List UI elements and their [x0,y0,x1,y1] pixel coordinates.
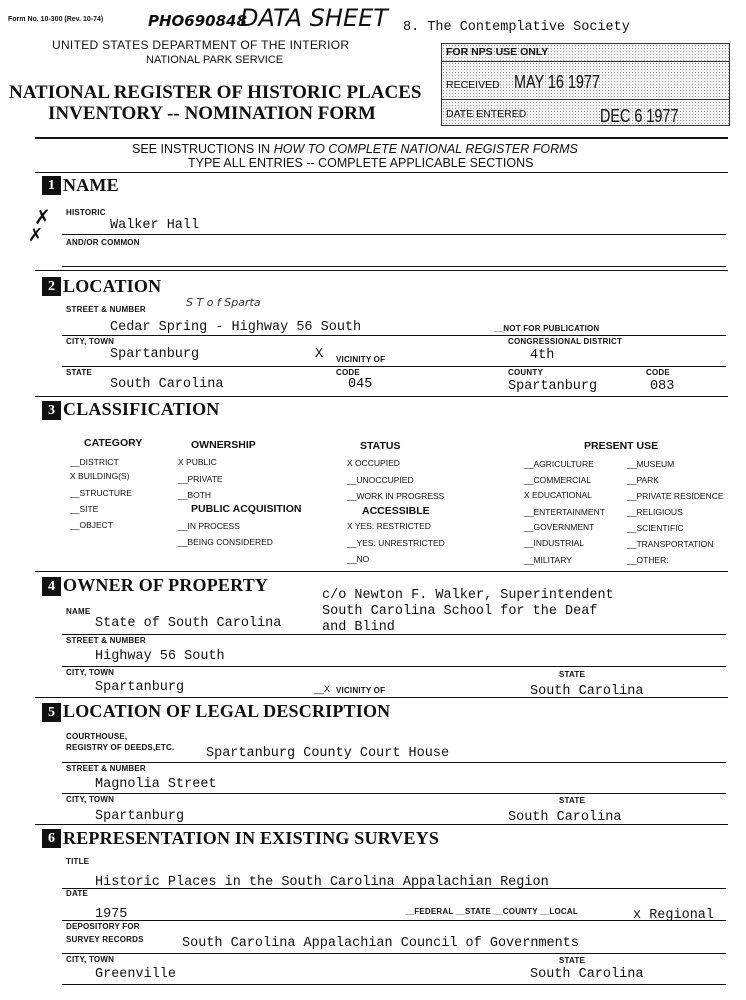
field-line [62,634,726,635]
survey-title-label: TITLE [66,857,90,866]
owner-state-label: STATE [559,670,586,679]
common-name-label: AND/OR COMMON [66,238,140,247]
owner-city: Spartanburg [95,680,185,695]
owner-state: South Carolina [530,684,644,699]
use-option: __SCIENTIFIC [627,523,684,533]
section-rule [35,571,728,572]
owner-vicinity-mark: __X [314,684,331,694]
use-option: __AGRICULTURE [524,459,594,469]
historic-label: HISTORIC [66,208,106,217]
section-5-title: LOCATION OF LEGAL DESCRIPTION [63,701,391,721]
accessible-header: ACCESSIBLE [362,505,430,517]
accessible-option: __NO [347,554,370,564]
instructions-rule [35,172,728,173]
status-option: __UNOCCUPIED [347,475,414,485]
survey-city-label: CITY, TOWN [66,955,115,964]
use-option: __PARK [627,475,659,485]
handwritten-note: S T o f Sparta [186,296,261,309]
depository-value: South Carolina Appalachian Council of Governments [182,936,579,951]
section-3-title: CLASSIFICATION [63,399,220,419]
owner-street: Highway 56 South [95,649,225,664]
ownership-option: __BOTH [178,490,212,500]
header-rule [35,137,728,139]
vicinity-mark: X [315,347,324,362]
section-rule [35,697,728,698]
owner-street-label: STREET & NUMBER [66,636,146,645]
section-6-title: REPRESENTATION IN EXISTING SURVEYS [63,828,440,848]
status-header: STATUS [360,440,401,452]
section-4-title: OWNER OF PROPERTY [63,575,269,595]
state-label: STATE [66,368,93,377]
acquisition-header: PUBLIC ACQUISITION [191,503,302,515]
use-option: __GOVERNMENT [524,522,595,532]
owner-name: State of South Carolina [95,616,282,631]
section-rule [35,396,728,397]
district-label: CONGRESSIONAL DISTRICT [508,337,623,346]
use-option: __TRANSPORTATION [627,539,714,549]
historic-name: Walker Hall [110,218,200,233]
nps-label: FOR NPS USE ONLY [446,46,549,58]
form-title-line1: NATIONAL REGISTER OF HISTORIC PLACES [9,82,422,103]
nps-use-box [441,43,730,126]
state-value: South Carolina [110,377,224,392]
depository-label: DEPOSITORY FOR [66,922,140,931]
use-option: X EDUCATIONAL [524,490,592,500]
use-option: __COMMERCIAL [524,475,592,485]
street-label: STREET & NUMBER [66,305,146,314]
accessible-option: __YES: UNRESTRICTED [347,538,445,548]
date-entered-stamp: DEC 6 1977 [600,106,679,126]
category-option: __OBJECT [70,520,113,530]
section-1-number: 1 [42,176,61,195]
section-3-number: 3 [42,401,61,420]
use-option: __INDUSTRIAL [524,538,584,548]
status-option: __WORK IN PROGRESS [347,491,445,501]
field-line [62,335,726,336]
field-line [62,266,726,267]
legal-street: Magnolia Street [95,777,217,792]
field-line [62,234,726,235]
instructions-line1: SEE INSTRUCTIONS IN HOW TO COMPLETE NATIONAL REGISTER FORMS [132,142,578,156]
survey-title: Historic Places in the South Carolina Appalachian Region [95,875,549,890]
owner-care-of: c/o Newton F. Walker, Superintendent [322,588,614,603]
category-option: __DISTRICT [70,457,119,467]
use-option: __MUSEUM [627,459,675,469]
field-line [62,920,726,921]
owner-school: South Carolina School for the Deaf [322,604,598,619]
status-option: X OCCUPIED [347,458,400,468]
survey-regional: x Regional [633,908,715,923]
stamp-code: PHO690848 [148,12,247,30]
section-rule [35,824,728,825]
registry-label: REGISTRY OF DEEDS,ETC. [66,743,175,752]
use-option: __MILITARY [524,555,572,565]
instructions-line2: TYPE ALL ENTRIES -- COMPLETE APPLICABLE SECTIONS [188,156,534,170]
service: NATIONAL PARK SERVICE [146,54,284,66]
field-line [62,984,726,985]
form-number: Form No. 10-300 (Rev. 10-74) [8,16,104,23]
form-title-line2: INVENTORY -- NOMINATION FORM [48,103,376,124]
section-2-number: 2 [42,277,61,296]
legal-state: South Carolina [508,810,622,825]
date-entered-label: DATE ENTERED [446,108,527,120]
survey-records-label: SURVEY RECORDS [66,935,144,944]
ownership-header: OWNERSHIP [191,439,256,451]
section-5-number: 5 [42,703,61,722]
legal-city-label: CITY, TOWN [66,795,115,804]
survey-levels: __FEDERAL __STATE __COUNTY __LOCAL [405,907,578,916]
received-label: RECEIVED [446,79,500,91]
data-sheet-label: DATA SHEET [240,4,388,32]
use-option: __OTHER: [627,555,669,565]
department: UNITED STATES DEPARTMENT OF THE INTERIOR [52,38,350,52]
present-use-header: PRESENT USE [584,440,659,452]
field-line [62,793,726,794]
section-1-title: NAME [63,175,119,195]
code2-label: CODE [646,368,670,377]
accessible-option: X YES: RESTRICTED [347,521,431,531]
category-option: __STRUCTURE [70,488,132,498]
section-6-number: 6 [42,829,61,848]
ownership-option: __PRIVATE [178,474,223,484]
legal-state-label: STATE [559,796,586,805]
code2-value: 083 [650,379,675,394]
district-value: 4th [530,348,555,363]
city-value: Spartanburg [110,347,200,362]
owner-name-label: NAME [66,607,91,616]
use-option: __ENTERTAINMENT [524,507,605,517]
field-line [62,666,726,667]
section-2-title: LOCATION [63,276,162,296]
field-line [62,888,726,889]
county-value: Spartanburg [508,379,598,394]
section-4-number: 4 [42,577,61,596]
survey-state: South Carolina [530,967,644,982]
category-option: X BUILDING(S) [70,471,130,481]
survey-date: 1975 [95,907,128,922]
owner-city-label: CITY, TOWN [66,668,115,677]
courthouse-value: Spartanburg County Court House [206,746,450,761]
vicinity-label: VICINITY OF [336,355,386,364]
owner-vicinity-label: VICINITY OF [336,686,386,695]
code-value: 045 [348,377,373,392]
acquisition-option: __IN PROCESS [178,521,240,531]
survey-date-label: DATE [66,889,88,898]
city-label: CITY, TOWN [66,337,115,346]
ownership-option: X PUBLIC [178,457,217,467]
survey-city: Greenville [95,967,177,982]
use-option: __PRIVATE RESIDENCE [627,491,724,501]
check-mark-icon: ✗ [28,225,44,245]
legal-city: Spartanburg [95,809,185,824]
county-label: COUNTY [508,368,543,377]
not-for-publication: __NOT FOR PUBLICATION [494,324,600,333]
sheet-note: 8. The Contemplative Society [403,20,630,35]
category-header: CATEGORY [84,437,143,449]
acquisition-option: __BEING CONSIDERED [178,537,273,547]
field-line [62,366,726,367]
check-mark-icon: ✗ [34,207,51,229]
received-stamp: MAY 16 1977 [514,72,600,92]
legal-street-label: STREET & NUMBER [66,764,146,773]
owner-school-cont: and Blind [322,620,395,635]
survey-state-label: STATE [559,956,586,965]
code-label: CODE [336,368,360,377]
courthouse-label: COURTHOUSE, [66,732,128,741]
field-line [62,762,726,763]
category-option: __SITE [70,504,99,514]
field-line [62,953,726,954]
use-option: __RELIGIOUS [627,507,683,517]
street-value: Cedar Spring - Highway 56 South [110,320,362,335]
section-rule [35,270,728,271]
